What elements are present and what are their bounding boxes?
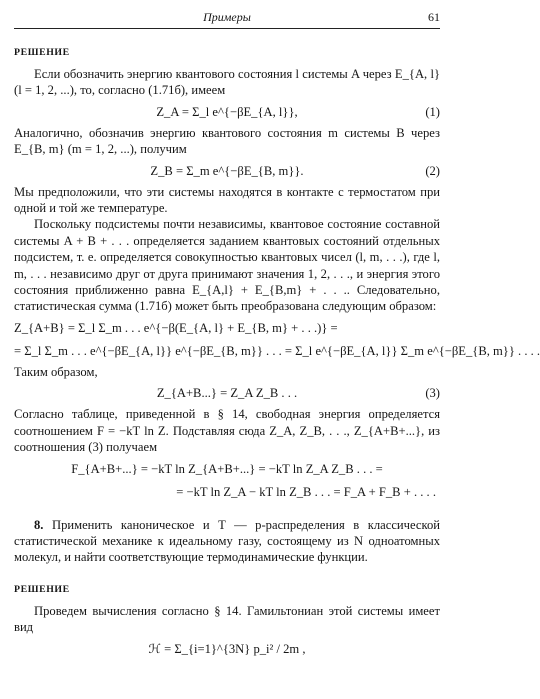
task-8 <box>14 517 440 566</box>
page-number: 61 <box>428 10 440 24</box>
running-title: Примеры <box>203 10 251 24</box>
equation-1 <box>14 102 440 122</box>
equation-2-formula: Z_B = Σ_m e^{−βE_{B, m}}. <box>150 163 304 178</box>
paragraph-3: Мы предположили, что эти системы находятся в контакте с термостатом при одной и той же температуре. <box>14 184 440 216</box>
solution-label: РЕШЕНИЕ <box>14 47 70 58</box>
paragraph-6: Согласно таблице, приведенной в § 14, свободная энергия определяется соотношением F = −kT ln Z. Подставляя сюда Z_A, Z_B, . . ., Z_{A+B+...}, из соотношения (3) получаем <box>14 407 440 455</box>
equation-sum-line-2: = Σ_l Σ_m . . . e^{−βE_{A, l}} e^{−βE_{B, m}} . . . = Σ_l e^{−βE_{A, l}} Σ_m e^{−βE_{B, m}} . . . . <box>14 343 540 358</box>
equation-3-formula: Z_{A+B...} = Z_A Z_B . . . <box>156 386 298 401</box>
paragraph-7: Проведем вычисления согласно § 14. Гамильтониан этой системы имеет вид <box>14 603 440 635</box>
equation-sum-line-1: Z_{A+B} = Σ_l Σ_m . . . e^{−β(E_{A, l} + E_{B, m} + . . .)} = <box>14 320 338 335</box>
paragraph-4: Поскольку подсистемы почти независимы, квантовое состояние составной системы A + B + . . . определяется заданием квантовых состояний отдельных подсистем, т. е. определяется совокупностью квантовых чисел (l, m, . . .), где l, m, . . . независимо друг от друга принимают значения 1, 2, . . ., и энергия этого состояния приближенно равна E_{A,l} + E_{B,m} + . . .. Следовательно, статистическая сумма (1.71б) может быть преобразована следующим образом: <box>14 217 440 314</box>
page <box>0 6 540 699</box>
paragraph-5: Таким образом, <box>14 364 98 379</box>
equation-free-energy-2: = −kT ln Z_A − kT ln Z_B . . . = F_A + F_B + . . . . <box>176 484 436 499</box>
equation-3 <box>14 383 440 403</box>
page-header <box>14 6 440 29</box>
paragraph-1: Если обозначить энергию квантового состояния l системы A через E_{A, l} (l = 1, 2, ...), то, согласно (1.71б), имеем <box>14 67 440 98</box>
equation-1-number: (1) <box>425 104 440 119</box>
task-number: 8. <box>34 517 44 532</box>
paragraph-2: Аналогично, обозначив энергию квантового состояния m системы B через E_{B, m} (m = 1, 2, ...), получим <box>14 125 440 157</box>
equation-1-formula: Z_A = Σ_l e^{−βE_{A, l}}, <box>156 104 298 119</box>
equation-2 <box>14 161 440 181</box>
equation-free-energy-1: F_{A+B+...} = −kT ln Z_{A+B+...} = −kT ln Z_A Z_B . . . = <box>71 461 383 476</box>
equation-hamiltonian: ℋ = Σ_{i=1}^{3N} p_i² / 2m , <box>148 641 306 656</box>
equation-2-number: (2) <box>425 163 440 178</box>
equation-3-number: (3) <box>425 386 440 401</box>
task-8-text: Применить каноническое и T — p-распределения в классической статистической механике к идеальному газу, состоящему из N одноатомных молекул, и найти соответствующие термодинамические функции. <box>14 517 441 565</box>
solution-label-2: РЕШЕНИЕ <box>14 583 70 595</box>
